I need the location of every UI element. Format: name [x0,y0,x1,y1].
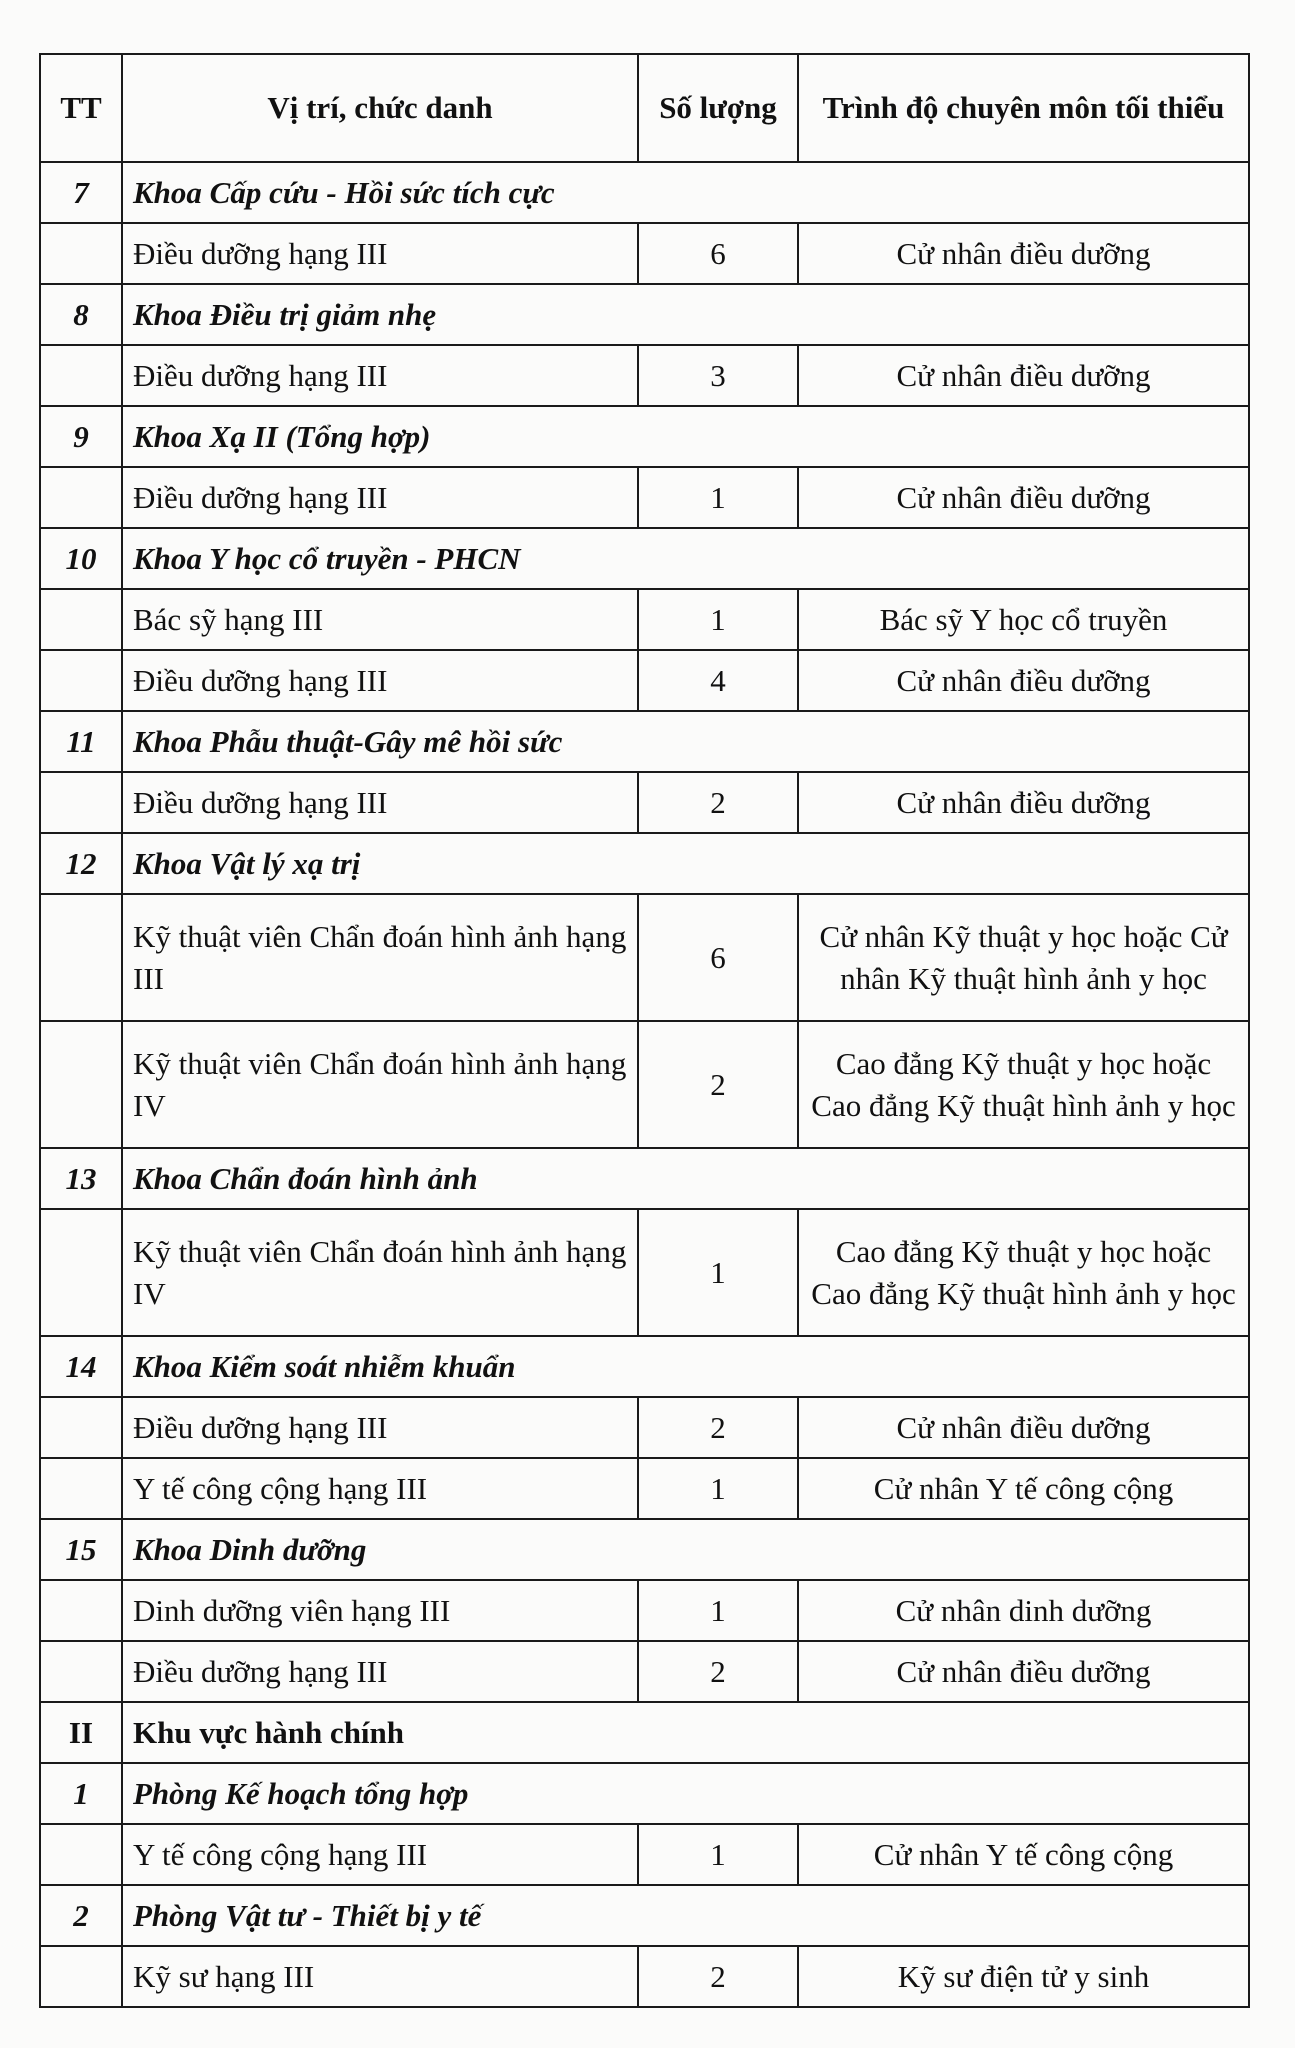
department-row [40,1763,1249,1824]
row-number-empty [40,1209,122,1336]
position-title: Điều dưỡng hạng III [122,345,638,406]
position-quantity: 1 [638,467,798,528]
row-number-empty [40,589,122,650]
position-row [40,1824,1249,1885]
position-quantity: 1 [638,589,798,650]
position-quantity: 1 [638,1580,798,1641]
recruitment-table [39,53,1250,2008]
minimum-qualification: Cử nhân Kỹ thuật y học hoặc Cử nhân Kỹ thuật hình ảnh y học [798,894,1249,1021]
position-row [40,1397,1249,1458]
position-quantity: 2 [638,1641,798,1702]
position-row [40,894,1249,1021]
position-quantity: 6 [638,894,798,1021]
row-number: II [40,1702,122,1763]
header-quantity: Số lượng [638,54,798,162]
department-name: Khoa Cấp cứu - Hồi sức tích cực [122,162,1249,223]
position-title: Điều dưỡng hạng III [122,467,638,528]
minimum-qualification: Cao đẳng Kỹ thuật y học hoặc Cao đẳng Kỹ thuật hình ảnh y học [798,1021,1249,1148]
position-quantity: 2 [638,1946,798,2007]
row-number-empty [40,894,122,1021]
position-title: Điều dưỡng hạng III [122,772,638,833]
row-number: 13 [40,1148,122,1209]
position-title: Điều dưỡng hạng III [122,1641,638,1702]
position-row [40,1209,1249,1336]
position-title: Y tế công cộng hạng III [122,1824,638,1885]
position-quantity: 1 [638,1824,798,1885]
department-name: Khoa Phẫu thuật-Gây mê hồi sức [122,711,1249,772]
position-title: Kỹ sư hạng III [122,1946,638,2007]
row-number-empty [40,1397,122,1458]
row-number: 15 [40,1519,122,1580]
department-name: Khoa Vật lý xạ trị [122,833,1249,894]
position-title: Điều dưỡng hạng III [122,1397,638,1458]
department-row [40,711,1249,772]
position-quantity: 3 [638,345,798,406]
position-quantity: 4 [638,650,798,711]
section-name: Khu vực hành chính [122,1702,1249,1763]
position-title: Điều dưỡng hạng III [122,650,638,711]
minimum-qualification: Cử nhân điều dưỡng [798,467,1249,528]
position-title: Kỹ thuật viên Chẩn đoán hình ảnh hạng IV [122,1209,638,1336]
department-row [40,162,1249,223]
position-row [40,345,1249,406]
department-row [40,1336,1249,1397]
row-number-empty [40,772,122,833]
position-row [40,1458,1249,1519]
position-row [40,1580,1249,1641]
row-number-empty [40,1021,122,1148]
department-row [40,1885,1249,1946]
position-quantity: 2 [638,1021,798,1148]
department-name: Khoa Dinh dưỡng [122,1519,1249,1580]
row-number-empty [40,345,122,406]
department-name: Khoa Kiểm soát nhiễm khuẩn [122,1336,1249,1397]
position-title: Dinh dưỡng viên hạng III [122,1580,638,1641]
row-number-empty [40,1580,122,1641]
department-row [40,406,1249,467]
department-row [40,1519,1249,1580]
minimum-qualification: Cử nhân điều dưỡng [798,345,1249,406]
header-tt: TT [40,54,122,162]
position-row [40,1946,1249,2007]
row-number: 14 [40,1336,122,1397]
row-number: 12 [40,833,122,894]
department-name: Phòng Kế hoạch tổng hợp [122,1763,1249,1824]
header-position: Vị trí, chức danh [122,54,638,162]
position-title: Kỹ thuật viên Chẩn đoán hình ảnh hạng IV [122,1021,638,1148]
position-title: Y tế công cộng hạng III [122,1458,638,1519]
department-row [40,1148,1249,1209]
position-quantity: 1 [638,1209,798,1336]
department-name: Khoa Y học cổ truyền - PHCN [122,528,1249,589]
row-number-empty [40,223,122,284]
position-title: Điều dưỡng hạng III [122,223,638,284]
minimum-qualification: Cử nhân điều dưỡng [798,223,1249,284]
department-row [40,528,1249,589]
minimum-qualification: Cử nhân dinh dưỡng [798,1580,1249,1641]
minimum-qualification: Cử nhân điều dưỡng [798,772,1249,833]
row-number: 11 [40,711,122,772]
minimum-qualification: Cử nhân điều dưỡng [798,1397,1249,1458]
position-quantity: 1 [638,1458,798,1519]
position-quantity: 6 [638,223,798,284]
row-number-empty [40,1824,122,1885]
position-row [40,223,1249,284]
position-row [40,1021,1249,1148]
position-title: Kỹ thuật viên Chẩn đoán hình ảnh hạng III [122,894,638,1021]
row-number-empty [40,1458,122,1519]
department-name: Phòng Vật tư - Thiết bị y tế [122,1885,1249,1946]
department-name: Khoa Điều trị giảm nhẹ [122,284,1249,345]
row-number: 1 [40,1763,122,1824]
row-number-empty [40,650,122,711]
row-number-empty [40,1641,122,1702]
minimum-qualification: Kỹ sư điện tử y sinh [798,1946,1249,2007]
table-body [40,162,1249,2007]
position-row [40,772,1249,833]
position-row [40,467,1249,528]
minimum-qualification: Cử nhân điều dưỡng [798,1641,1249,1702]
minimum-qualification: Cử nhân điều dưỡng [798,650,1249,711]
department-name: Khoa Xạ II (Tổng hợp) [122,406,1249,467]
position-quantity: 2 [638,1397,798,1458]
position-title: Bác sỹ hạng III [122,589,638,650]
minimum-qualification: Cử nhân Y tế công cộng [798,1458,1249,1519]
position-row [40,589,1249,650]
row-number: 9 [40,406,122,467]
section-row [40,1702,1249,1763]
row-number: 10 [40,528,122,589]
department-row [40,833,1249,894]
header-qualification: Trình độ chuyên môn tối thiểu [798,54,1249,162]
minimum-qualification: Cao đẳng Kỹ thuật y học hoặc Cao đẳng Kỹ thuật hình ảnh y học [798,1209,1249,1336]
department-row [40,284,1249,345]
department-name: Khoa Chẩn đoán hình ảnh [122,1148,1249,1209]
row-number: 8 [40,284,122,345]
table-header-row [40,54,1249,162]
position-quantity: 2 [638,772,798,833]
position-row [40,1641,1249,1702]
row-number-empty [40,1946,122,2007]
minimum-qualification: Cử nhân Y tế công cộng [798,1824,1249,1885]
row-number-empty [40,467,122,528]
minimum-qualification: Bác sỹ Y học cổ truyền [798,589,1249,650]
position-row [40,650,1249,711]
row-number: 2 [40,1885,122,1946]
row-number: 7 [40,162,122,223]
